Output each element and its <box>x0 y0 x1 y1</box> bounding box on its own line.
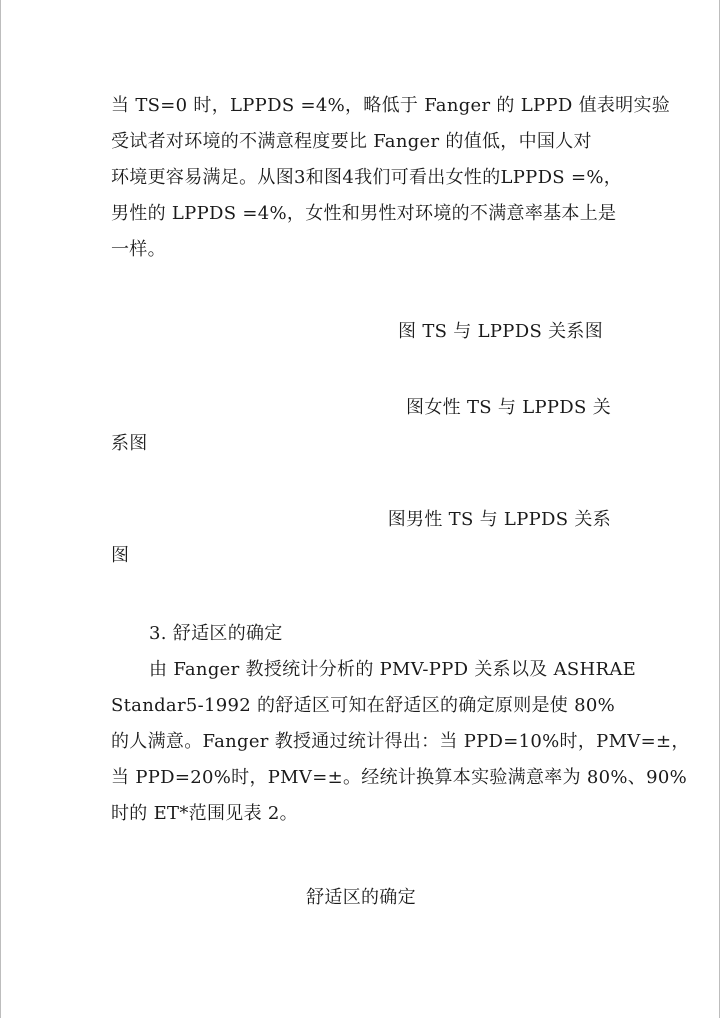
caption-text: 图男性 TS 与 LPPDS 关系 <box>387 509 611 530</box>
figure-caption-male <box>111 502 611 574</box>
paragraph-comfort-zone <box>111 652 690 832</box>
section-heading <box>111 616 611 652</box>
text-line: 当 TS=0 时，LPPDS =4%，略低于 Fanger 的 LPPD 值表明实验 <box>111 95 671 116</box>
text-line: 一样。 <box>111 239 166 260</box>
caption-text: 图 TS 与 LPPDS 关系图 <box>398 321 603 342</box>
text-line: 受试者对环境的不满意程度要比 Fanger 的值低，中国人对 <box>111 131 592 152</box>
text-line: 环境更容易满足。从图3和图4我们可看出女性的LPPDS =%， <box>111 167 623 188</box>
text-line: 时的 ET*范围见表 2。 <box>111 803 298 824</box>
text-line: 当 PPD=20%时，PMV=±。经统计换算本实验满意率为 80%、90% <box>111 767 688 788</box>
caption-text-continued: 图 <box>111 545 130 566</box>
figure-caption-ts-lppds <box>111 314 611 350</box>
text-line: Standar5-1992 的舒适区可知在舒适区的确定原则是使 80% <box>111 695 616 716</box>
paragraph-lppds-results <box>111 88 671 268</box>
text-line: 男性的 LPPDS =4%，女性和男性对环境的不满意率基本上是 <box>111 203 617 224</box>
caption-text: 图女性 TS 与 LPPDS 关 <box>406 397 611 418</box>
text-line: 由 Fanger 教授统计分析的 PMV-PPD 关系以及 ASHRAE <box>149 659 637 680</box>
text-line: 的人满意。Fanger 教授通过统计得出：当 PPD=10%时，PMV=±， <box>111 731 690 752</box>
table-caption <box>111 880 611 916</box>
table-caption-text: 舒适区的确定 <box>306 887 416 908</box>
section-heading-text: 3. 舒适区的确定 <box>149 623 283 644</box>
figure-caption-female <box>111 390 611 462</box>
caption-text-continued: 系图 <box>111 433 148 454</box>
